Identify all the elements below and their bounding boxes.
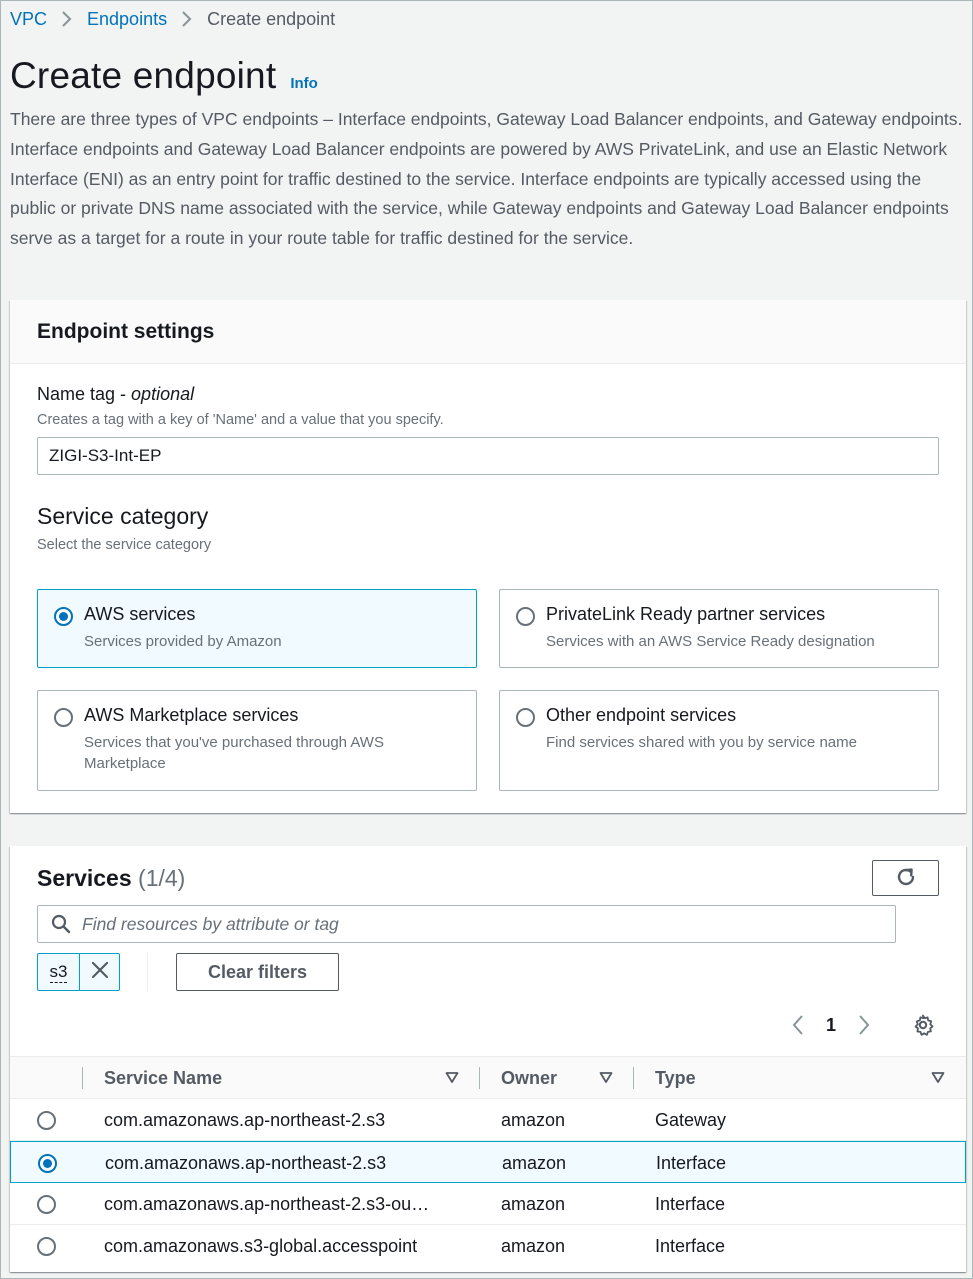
- search-placeholder: Find resources by attribute or tag: [82, 913, 339, 934]
- name-tag-description: Creates a tag with a key of 'Name' and a value that you specify.: [37, 412, 444, 428]
- radio-button[interactable]: [54, 607, 73, 626]
- services-title: [37, 865, 185, 892]
- endpoint-settings-title: Endpoint settings: [37, 319, 215, 343]
- services-count: (1/4): [138, 865, 186, 891]
- table-header: [10, 1056, 966, 1099]
- page-header: [10, 55, 318, 97]
- clear-filters-button[interactable]: Clear filters: [176, 953, 339, 991]
- sort-caret-down-icon[interactable]: [599, 1071, 613, 1085]
- tile-description: Services that you've purchased through AWS Marketplace: [84, 734, 384, 772]
- row-radio-button[interactable]: [37, 1111, 56, 1130]
- cell-type: Interface: [655, 1235, 726, 1256]
- tile-description: Services with an AWS Service Ready designation: [546, 633, 875, 650]
- search-input[interactable]: [37, 905, 896, 943]
- name-tag-input[interactable]: ZIGI-S3-Int-EP: [37, 437, 939, 475]
- service-category-tile-other[interactable]: [499, 690, 939, 791]
- column-divider: [479, 1067, 480, 1089]
- sort-caret-down-icon[interactable]: [931, 1071, 945, 1085]
- filter-token-label[interactable]: [38, 954, 80, 990]
- cell-owner: amazon: [501, 1235, 566, 1256]
- chevron-right-icon[interactable]: [852, 1014, 876, 1036]
- filter-token: [37, 953, 120, 991]
- services-panel: [10, 846, 966, 1272]
- cell-service-name: com.amazonaws.ap-northeast-2.s3: [105, 1152, 387, 1173]
- cell-type: Gateway: [655, 1109, 727, 1130]
- close-icon: [91, 961, 109, 984]
- radio-button[interactable]: [516, 607, 535, 626]
- name-tag-label-text: Name tag -: [37, 384, 132, 404]
- tile-description: Services provided by Amazon: [84, 633, 282, 650]
- name-tag-label: [37, 384, 194, 405]
- radio-button[interactable]: [516, 708, 535, 727]
- info-link[interactable]: Info: [290, 75, 318, 92]
- service-category-tile-marketplace[interactable]: [37, 690, 477, 791]
- column-header-service-name[interactable]: Service Name: [104, 1067, 223, 1088]
- services-title-text: Services: [37, 865, 132, 891]
- endpoint-settings-panel: [10, 300, 966, 813]
- chevron-right-icon: [181, 10, 193, 28]
- table-row[interactable]: [10, 1183, 966, 1225]
- tile-description: Find services shared with you by service name: [546, 734, 857, 751]
- service-category-description: Select the service category: [37, 537, 212, 553]
- row-radio-button[interactable]: [37, 1237, 56, 1256]
- breadcrumb-current: Create endpoint: [207, 8, 336, 29]
- row-radio-button[interactable]: [38, 1154, 57, 1173]
- table-row[interactable]: [10, 1225, 966, 1267]
- service-category-tile-aws-services[interactable]: [37, 589, 477, 668]
- cell-type: Interface: [656, 1152, 727, 1173]
- optional-label: optional: [131, 384, 195, 404]
- column-divider: [82, 1067, 83, 1089]
- page-title: Create endpoint: [10, 55, 277, 96]
- chevron-left-icon[interactable]: [786, 1014, 810, 1036]
- column-header-type[interactable]: Type: [655, 1067, 696, 1088]
- refresh-icon: [894, 865, 918, 892]
- cell-owner: amazon: [501, 1109, 566, 1130]
- radio-button[interactable]: [54, 708, 73, 727]
- tile-title: PrivateLink Ready partner services: [546, 604, 826, 624]
- filter-token-remove-button[interactable]: [80, 954, 119, 990]
- breadcrumb-endpoints-link[interactable]: Endpoints: [87, 8, 168, 29]
- column-divider: [633, 1067, 634, 1089]
- endpoint-settings-header: [10, 300, 966, 364]
- divider: [147, 953, 148, 991]
- table-row[interactable]: [10, 1099, 966, 1141]
- column-header-owner[interactable]: Owner: [501, 1067, 558, 1088]
- cell-service-name: com.amazonaws.s3-global.accesspoint: [104, 1235, 418, 1256]
- breadcrumb: [10, 7, 335, 31]
- cell-service-name: com.amazonaws.ap-northeast-2.s3-ou…: [104, 1193, 430, 1214]
- sort-caret-down-icon[interactable]: [445, 1071, 459, 1085]
- page-description: There are three types of VPC endpoints – Interface endpoints, Gateway Load Balancer endpoints, and Gateway endpoints. Interface endpoints and Gateway Load Balancer endpoints are powered by AWS PrivateLink, and use an Elastic Network Interface (ENI) as an entry point for traffic destined to the service. Interface endpoints are typically accessed using the public or private DNS name associated with the service, while Gateway endpoints and Gateway Load Balancer endpoints serve as a target for a route in your route table for traffic destined for the service.: [10, 109, 963, 249]
- cell-owner: amazon: [502, 1152, 567, 1173]
- search-icon: [51, 914, 71, 934]
- table-row[interactable]: [10, 1141, 966, 1183]
- services-table: [10, 1056, 966, 1267]
- cell-owner: amazon: [501, 1193, 566, 1214]
- chevron-right-icon: [61, 10, 73, 28]
- row-radio-button[interactable]: [37, 1195, 56, 1214]
- page-number[interactable]: 1: [825, 1014, 836, 1035]
- refresh-button[interactable]: [872, 860, 939, 896]
- tile-title: AWS services: [84, 604, 196, 624]
- tile-title: AWS Marketplace services: [84, 705, 299, 725]
- cell-type: Interface: [655, 1193, 726, 1214]
- gear-icon[interactable]: [910, 1012, 936, 1038]
- filter-token-text: s3: [49, 961, 68, 981]
- service-category-title: Service category: [37, 503, 209, 529]
- breadcrumb-vpc-link[interactable]: VPC: [10, 8, 48, 29]
- pagination: [786, 1009, 876, 1041]
- tile-title: Other endpoint services: [546, 705, 737, 725]
- cell-service-name: com.amazonaws.ap-northeast-2.s3: [104, 1109, 386, 1130]
- service-category-tile-privatelink[interactable]: [499, 589, 939, 668]
